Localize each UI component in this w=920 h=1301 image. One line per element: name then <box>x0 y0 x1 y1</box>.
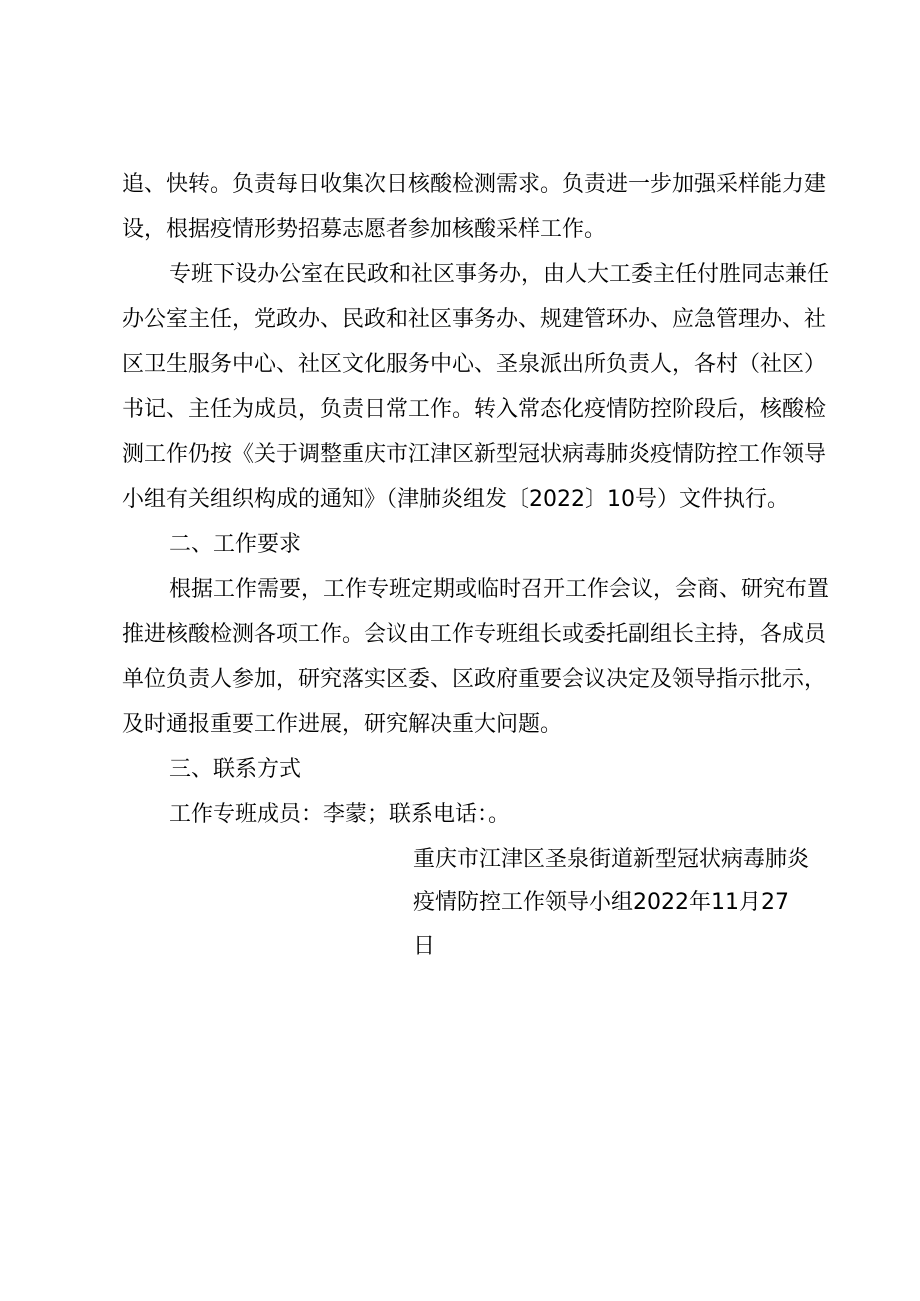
body-line: 及时通报重要工作进展，研究解决重大问题。 <box>122 712 563 737</box>
body-line: 专班下设办公室在民政和社区事务办，由人大工委主任付胜同志兼任 <box>169 262 830 287</box>
body-line: 根据工作需要，工作专班定期或临时召开工作会议，会商、研究布置 <box>169 577 830 602</box>
body-line: 小组有关组织构成的通知》（津肺炎组发〔2022〕10号）文件执行。 <box>122 487 789 512</box>
section-heading: 二、工作要求 <box>169 532 302 557</box>
body-line: 设，根据疫情形势招募志愿者参加核酸采样工作。 <box>122 217 607 242</box>
body-line: 追、快转。负责每日收集次日核酸检测需求。负责进一步加强采样能力建 <box>122 172 827 197</box>
body-line: 测工作仍按《关于调整重庆市江津区新型冠状病毒肺炎疫情防控工作领导 <box>122 442 827 467</box>
body-line: 单位负责人参加，研究落实区委、区政府重要会议决定及领导指示批示， <box>122 667 827 692</box>
body-line: 推进核酸检测各项工作。会议由工作专班组长或委托副组长主持，各成员 <box>122 622 827 647</box>
body-line: 区卫生服务中心、社区文化服务中心、圣泉派出所负责人，各村（社区） <box>122 352 827 377</box>
contact-line: 工作专班成员：李蒙；联系电话：。 <box>169 802 511 827</box>
body-line: 办公室主任，党政办、民政和社区事务办、规建管环办、应急管理办、社 <box>122 307 827 332</box>
body-line: 书记、主任为成员，负责日常工作。转入常态化疫情防控阶段后，核酸检 <box>122 397 827 422</box>
signature-line: 重庆市江津区圣泉街道新型冠状病毒肺炎 <box>413 847 810 872</box>
signature-line: 疫情防控工作领导小组2022年11月27 <box>413 890 789 915</box>
section-heading: 三、联系方式 <box>169 757 302 782</box>
signature-line: 日 <box>413 934 436 959</box>
